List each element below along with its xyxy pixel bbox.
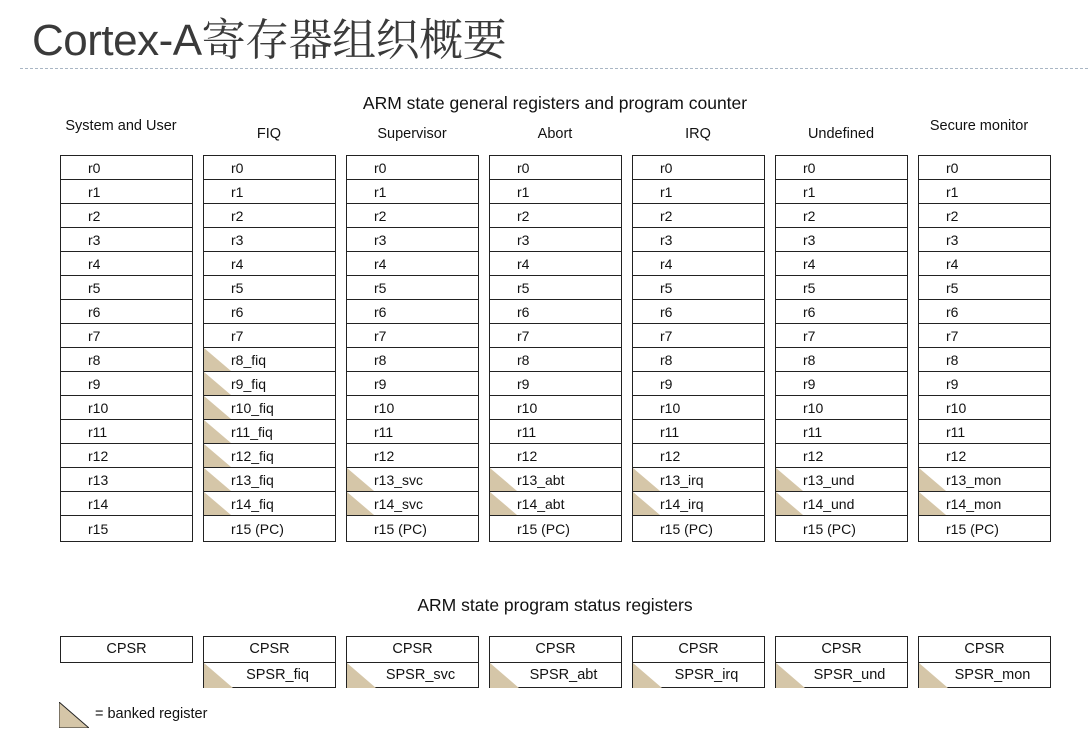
register-cell [61,396,192,420]
register-label: r2 [88,208,101,224]
spsr-label: SPSR_mon [954,667,1031,683]
register-cell [347,324,478,348]
register-column [775,155,908,542]
register-cell [61,180,192,204]
register-cell [61,444,192,468]
cpsr-cell: CPSR [249,641,290,657]
status-register-box [203,636,336,688]
mode-header: Abort [537,126,573,142]
register-cell [633,276,764,300]
register-label: r10 [88,400,109,416]
cpsr-cell: CPSR [678,641,719,657]
banked-register-cell [347,468,478,492]
register-cell [776,372,907,396]
spsr-cell [919,662,1050,687]
legend-text: = banked register [95,706,208,722]
banked-register-cell [490,492,621,516]
spsr-label: SPSR_irq [674,667,739,683]
register-label: r7 [517,328,530,344]
register-cell [919,180,1050,204]
register-cell [347,180,478,204]
register-cell [633,300,764,324]
register-label: r4 [231,256,244,272]
register-label: r5 [946,280,959,296]
register-label: r11 [803,424,823,440]
register-cell [490,444,621,468]
register-cell [347,300,478,324]
register-cell [919,156,1050,180]
banked-triangle-icon [204,492,231,515]
register-column [346,155,479,542]
register-label: r14_irq [660,496,704,512]
register-label: r15 (PC) [374,521,427,537]
register-label: r5 [517,280,530,296]
register-label: r4 [517,256,530,272]
register-label: r6 [231,304,244,320]
title-divider [20,68,1088,69]
status-register-box [775,636,908,688]
register-cell [919,228,1050,252]
register-label: r15 (PC) [231,521,284,537]
banked-triangle-icon [204,420,231,443]
banked-triangle-icon [490,468,517,491]
status-register-box [60,636,193,663]
register-label: r10 [374,400,395,416]
register-label: r12 [660,448,681,464]
banked-register-cell [204,396,335,420]
register-cell [633,180,764,204]
register-cell [490,372,621,396]
banked-triangle-icon [776,468,803,491]
register-cell [204,276,335,300]
register-cell [61,252,192,276]
banked-register-cell [633,468,764,492]
register-cell [61,228,192,252]
register-cell [347,348,478,372]
spsr-label: SPSR_abt [529,667,598,683]
register-cell [776,156,907,180]
register-label: r3 [660,232,673,248]
register-label: r11 [660,424,680,440]
register-cell [776,228,907,252]
mode-header: Secure monitor [929,118,1029,134]
register-label: r7 [803,328,816,344]
register-label: r7 [374,328,387,344]
spsr-cell [204,662,335,687]
register-label: r2 [231,208,244,224]
register-cell [490,300,621,324]
register-label: r11 [374,424,394,440]
register-cell [204,300,335,324]
register-label: r4 [803,256,816,272]
register-label: r9 [88,376,101,392]
register-label: r1 [660,184,673,200]
register-cell [61,324,192,348]
register-label: r0 [660,160,673,176]
register-label: r14_mon [946,496,1002,512]
cpsr-cell: CPSR [392,641,433,657]
register-cell [61,468,192,492]
register-label: r12 [946,448,967,464]
banked-triangle-icon [204,444,231,467]
register-label: r12 [88,448,109,464]
register-label: r6 [660,304,673,320]
status-registers-title: ARM state program status registers [417,595,693,615]
register-cell [61,420,192,444]
register-cell [61,300,192,324]
register-cell [919,444,1050,468]
register-cell [490,324,621,348]
register-cell [490,348,621,372]
general-registers-title: ARM state general registers and program counter [362,93,748,113]
register-label: r11_fiq [231,424,273,440]
register-cell [776,204,907,228]
register-cell [633,228,764,252]
register-label: r3 [517,232,530,248]
register-label: r0 [946,160,959,176]
register-label: r9 [517,376,530,392]
register-cell [919,276,1050,300]
register-cell [919,516,1050,542]
banked-register-cell [919,468,1050,492]
register-label: r12 [374,448,395,464]
status-register-box [346,636,479,688]
register-label: r14_und [803,496,855,512]
register-cell [347,372,478,396]
register-label: r9 [803,376,816,392]
register-label: r5 [660,280,673,296]
register-cell [776,276,907,300]
banked-triangle-icon [347,468,374,491]
banked-register-cell [204,468,335,492]
banked-register-cell [204,420,335,444]
register-label: r5 [231,280,244,296]
register-cell [490,420,621,444]
register-label: r2 [660,208,673,224]
legend [59,702,279,728]
status-register-box [489,636,622,688]
register-cell [490,180,621,204]
register-column [918,155,1051,542]
register-label: r0 [517,160,530,176]
banked-register-cell [204,492,335,516]
register-cell [204,204,335,228]
register-cell [919,324,1050,348]
register-cell [347,276,478,300]
cpsr-cell: CPSR [535,641,576,657]
cpsr-cell: CPSR [821,641,862,657]
register-label: r0 [231,160,244,176]
register-cell [347,228,478,252]
register-cell [347,396,478,420]
banked-triangle-icon [347,492,374,515]
register-cell [633,324,764,348]
register-cell [490,228,621,252]
register-label: r5 [374,280,387,296]
register-label: r2 [946,208,959,224]
cpsr-cell: CPSR [964,641,1005,657]
register-cell [347,516,478,542]
register-cell [204,516,335,542]
register-cell [776,420,907,444]
banked-triangle-icon [633,492,660,515]
banked-triangle-icon [633,468,660,491]
register-cell [919,252,1050,276]
register-label: r2 [803,208,816,224]
register-label: r13_fiq [231,472,274,488]
register-cell [633,420,764,444]
register-cell [61,156,192,180]
register-label: r7 [660,328,673,344]
register-label: r1 [231,184,244,200]
banked-triangle-icon [919,468,946,491]
register-column [203,155,336,542]
mode-header: IRQ [685,126,711,142]
register-label: r12_fiq [231,448,274,464]
register-cell [919,348,1050,372]
register-column [632,155,765,542]
register-label: r13_abt [517,472,565,488]
register-label: r14 [88,496,109,512]
register-label: r9 [660,376,673,392]
register-cell [633,444,764,468]
register-label: r8 [88,352,101,368]
banked-triangle-icon [490,492,517,515]
banked-triangle-icon [204,663,233,688]
register-label: r10 [517,400,538,416]
register-cell [204,324,335,348]
register-label: r9 [946,376,959,392]
register-label: r1 [374,184,387,200]
register-cell [347,156,478,180]
register-cell [347,252,478,276]
register-cell [776,324,907,348]
register-label: r6 [946,304,959,320]
register-cell [633,516,764,542]
register-label: r1 [803,184,816,200]
status-register-box [632,636,765,688]
register-cell [490,156,621,180]
mode-header: Undefined [807,126,875,142]
banked-triangle-icon [919,492,946,515]
register-cell [204,180,335,204]
register-cell [204,228,335,252]
register-cell [919,372,1050,396]
register-cell [776,444,907,468]
register-label: r2 [517,208,530,224]
cpsr-cell: CPSR [106,641,147,657]
register-label: r9 [374,376,387,392]
banked-register-cell [204,348,335,372]
register-cell [776,252,907,276]
register-label: r15 (PC) [803,521,856,537]
register-cell [919,420,1050,444]
banked-triangle-icon [633,663,662,688]
spsr-label: SPSR_fiq [246,667,309,683]
spsr-label: SPSR_und [813,667,886,683]
register-cell [776,396,907,420]
register-label: r3 [374,232,387,248]
register-label: r6 [374,304,387,320]
register-cell [347,204,478,228]
register-label: r4 [88,256,101,272]
register-label: r8 [946,352,959,368]
register-label: r11 [517,424,537,440]
banked-triangle-icon [204,396,231,419]
register-cell [61,276,192,300]
register-cell [61,516,192,542]
register-label: r8 [517,352,530,368]
banked-register-cell [776,468,907,492]
register-label: r15 [88,521,109,537]
register-cell [919,204,1050,228]
register-cell [633,396,764,420]
register-cell [633,204,764,228]
register-label: r12 [517,448,538,464]
register-label: r4 [946,256,959,272]
register-label: r13_und [803,472,855,488]
register-cell [490,252,621,276]
register-column [60,155,193,542]
spsr-cell [490,662,621,687]
spsr-cell [776,662,907,687]
banked-register-cell [776,492,907,516]
register-label: r7 [88,328,101,344]
register-cell [61,372,192,396]
register-label: r3 [803,232,816,248]
register-label: r12 [803,448,824,464]
register-label: r5 [88,280,101,296]
register-cell [776,348,907,372]
register-label: r6 [803,304,816,320]
register-label: r0 [88,160,101,176]
register-cell [61,204,192,228]
register-label: r0 [803,160,816,176]
register-label: r1 [517,184,530,200]
register-label: r13 [88,472,109,488]
register-label: r11 [946,424,966,440]
register-label: r15 (PC) [946,521,999,537]
banked-triangle-icon [776,492,803,515]
mode-header: System and User [65,118,177,134]
register-label: r5 [803,280,816,296]
register-label: r9_fiq [231,376,267,392]
register-label: r8 [374,352,387,368]
register-cell [633,372,764,396]
register-label: r10_fiq [231,400,274,416]
banked-register-cell [204,444,335,468]
register-label: r8 [803,352,816,368]
register-cell [776,180,907,204]
banked-register-cell [633,492,764,516]
banked-register-cell [919,492,1050,516]
register-column [489,155,622,542]
register-cell [633,348,764,372]
mode-header: Supervisor [377,126,447,142]
register-cell [919,396,1050,420]
register-label: r3 [231,232,244,248]
register-label: r15 (PC) [660,521,713,537]
register-label: r4 [374,256,387,272]
register-cell [347,420,478,444]
banked-triangle-icon [204,372,231,395]
register-cell [776,516,907,542]
register-cell [633,252,764,276]
register-cell [490,276,621,300]
register-label: r10 [803,400,824,416]
register-label: r4 [660,256,673,272]
register-label: r3 [88,232,101,248]
banked-triangle-icon [204,348,231,371]
register-label: r14_svc [374,496,424,512]
register-label: r7 [946,328,959,344]
register-label: r14_abt [517,496,565,512]
register-label: r14_fiq [231,496,274,512]
spsr-label: SPSR_svc [385,667,456,683]
register-label: r6 [517,304,530,320]
register-label: r1 [946,184,959,200]
register-cell [490,396,621,420]
register-label: r10 [660,400,681,416]
register-label: r8_fiq [231,352,267,368]
banked-triangle-icon [59,702,89,728]
banked-register-cell [347,492,478,516]
page-title: Cortex-A寄存器组织概要 [32,16,507,65]
register-label: r0 [374,160,387,176]
banked-register-cell [204,372,335,396]
register-cell [919,300,1050,324]
register-label: r13_svc [374,472,424,488]
register-cell [61,348,192,372]
register-label: r10 [946,400,967,416]
register-cell [776,300,907,324]
register-label: r7 [231,328,244,344]
register-label: r13_irq [660,472,704,488]
spsr-cell [633,662,764,687]
register-cell [490,204,621,228]
status-register-box [918,636,1051,688]
register-cell [347,444,478,468]
register-label: r1 [88,184,101,200]
register-label: r8 [660,352,673,368]
mode-header: FIQ [256,126,282,142]
register-label: r3 [946,232,959,248]
banked-triangle-icon [204,468,231,491]
register-cell [490,516,621,542]
register-label: r13_mon [946,472,1002,488]
register-label: r6 [88,304,101,320]
register-cell [633,156,764,180]
register-label: r15 (PC) [517,521,570,537]
register-label: r2 [374,208,387,224]
register-cell [204,252,335,276]
register-label: r11 [88,424,108,440]
spsr-cell [347,662,478,687]
register-cell [61,492,192,516]
banked-register-cell [490,468,621,492]
register-cell [204,156,335,180]
